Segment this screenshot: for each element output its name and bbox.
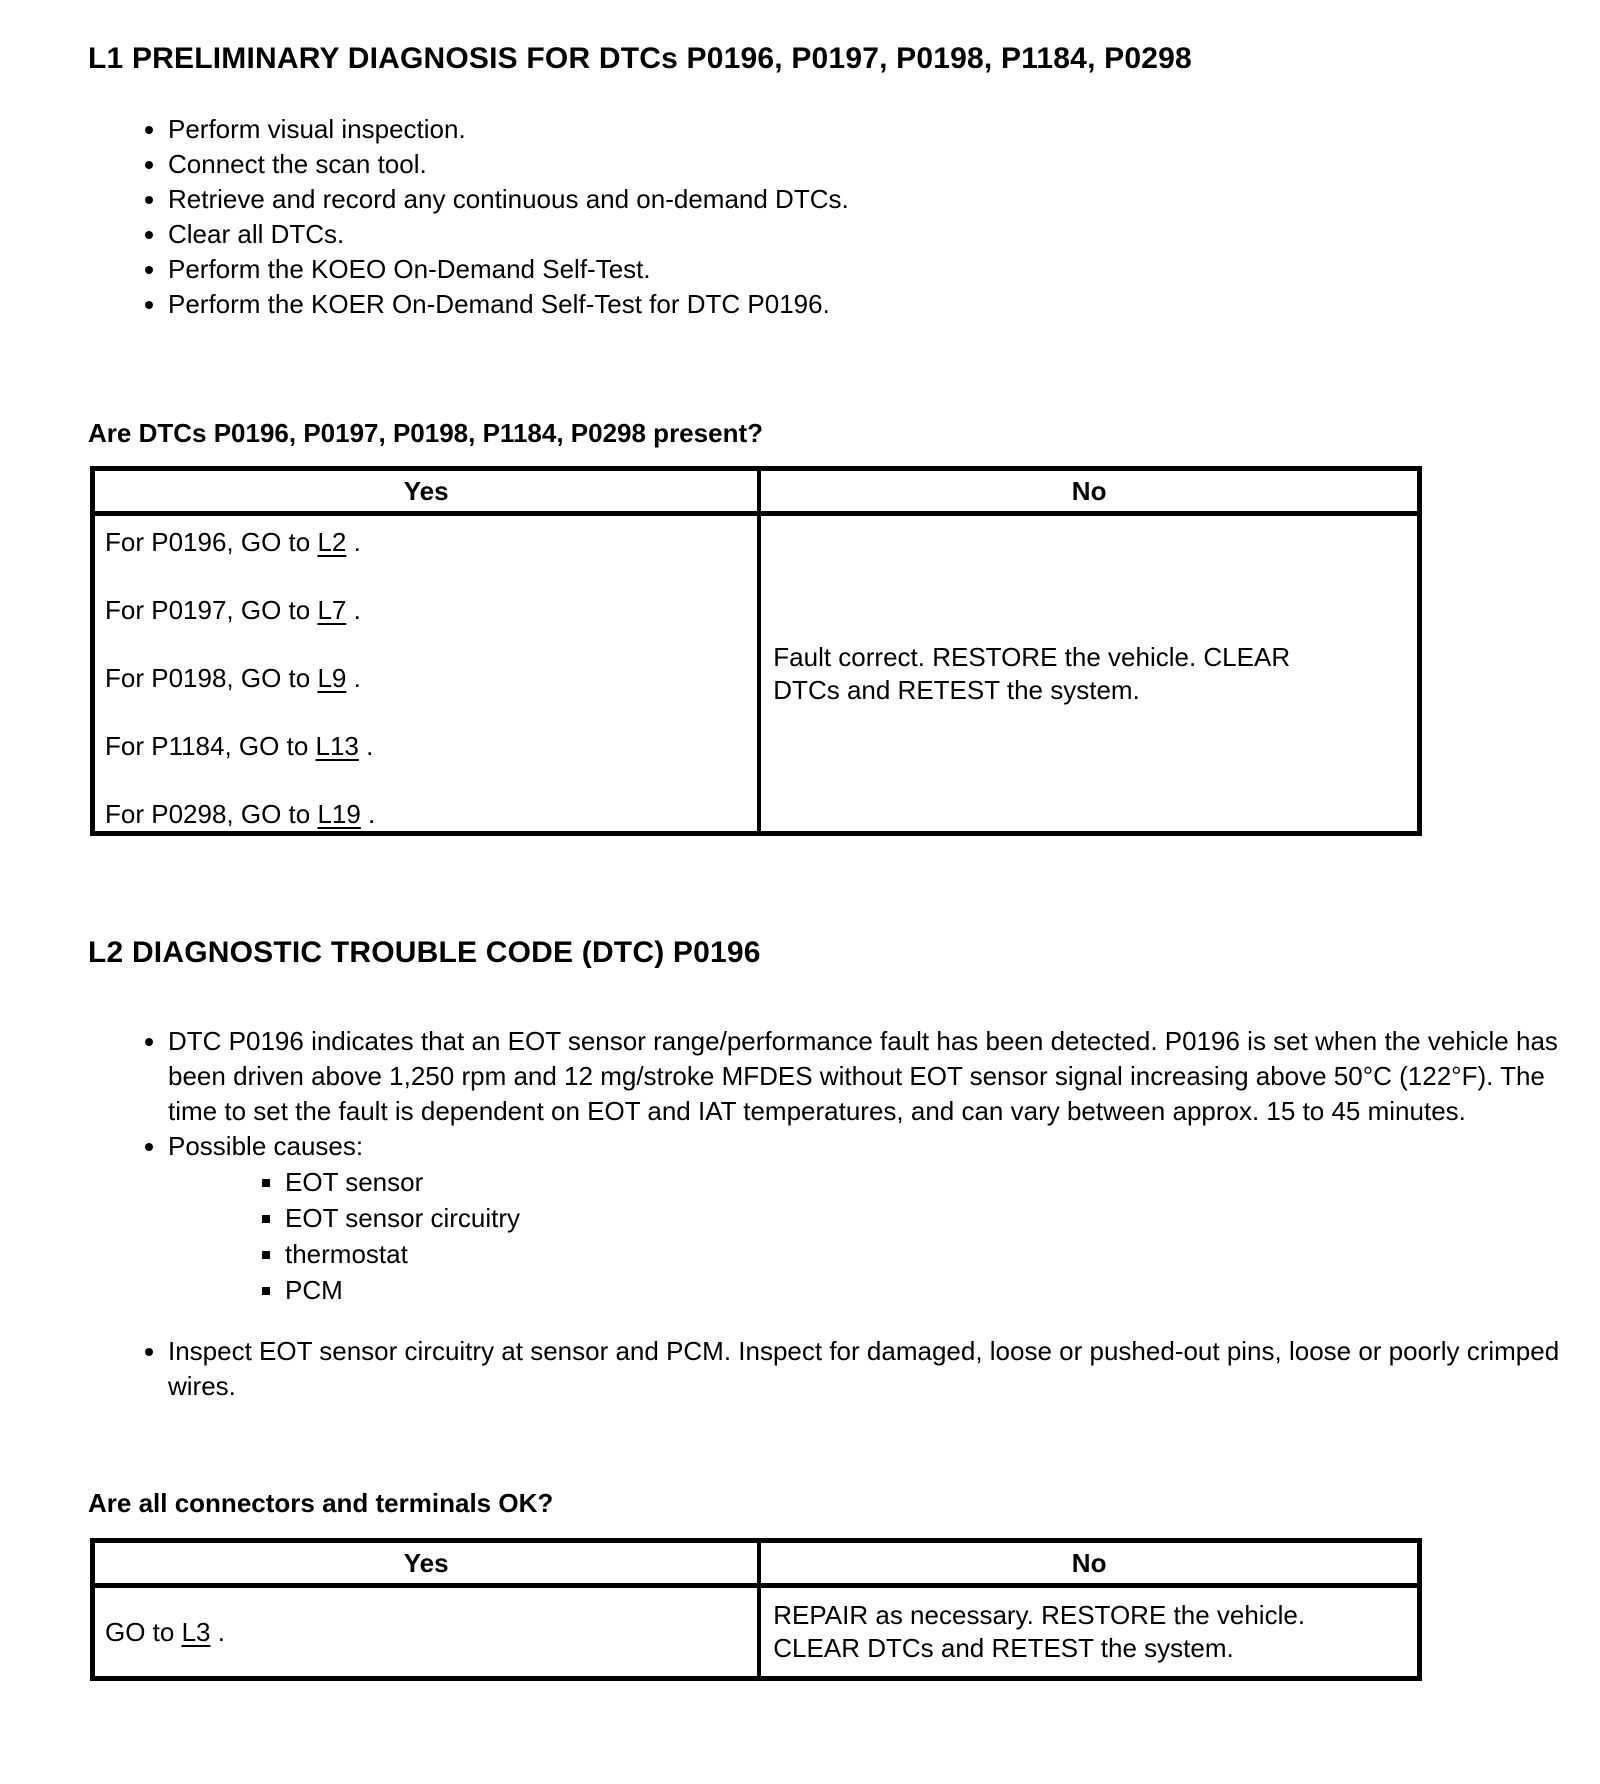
section-l2-heading: L2 DIAGNOSTIC TROUBLE CODE (DTC) P0196: [88, 936, 761, 969]
instruction-text: .: [360, 799, 376, 829]
l1-step-item: • Perform the KOEO On-Demand Self-Test.: [168, 252, 849, 287]
instruction-text: .: [358, 731, 374, 761]
table-body-row: [95, 516, 1417, 831]
table-body-row: [95, 1588, 1417, 1676]
instruction-text: For P0197, GO to: [105, 595, 318, 625]
no-column-header: No: [1071, 1548, 1107, 1578]
yes-cell: [95, 1588, 761, 1676]
instruction-text: .: [346, 527, 361, 557]
l1-step-item: • Retrieve and record any continuous and on-demand DTCs.: [168, 182, 849, 217]
yes-instruction: [105, 798, 747, 831]
yes-instruction: [105, 730, 747, 763]
l2-info-list: [88, 1024, 1583, 1404]
l1-decision-table: [90, 466, 1422, 836]
cause-item: ▪ EOT sensor: [285, 1164, 1583, 1200]
no-instruction: Fault correct. RESTORE the vehicle. CLEAR DTCs and RETEST the system.: [773, 641, 1291, 705]
link-L3[interactable]: L3: [181, 1616, 211, 1647]
link-L2[interactable]: L2: [317, 527, 347, 557]
yes-column-header: Yes: [95, 471, 761, 511]
link-L9[interactable]: L9: [317, 663, 347, 693]
no-cell: [761, 516, 1417, 831]
l1-question: Are DTCs P0196, P0197, P0198, P1184, P0298 present?: [88, 418, 763, 448]
yes-instruction: [105, 526, 747, 559]
yes-cell: [95, 516, 761, 831]
table-header-row: [95, 1543, 1417, 1588]
yes-column-header: Yes: [95, 1543, 761, 1583]
instruction-text: For P1184, GO to: [105, 731, 316, 761]
instruction-text: .: [210, 1616, 225, 1647]
l1-step-list: [88, 112, 849, 322]
causes-label: Possible causes:: [168, 1131, 364, 1161]
link-L7[interactable]: L7: [317, 595, 347, 625]
cause-item: ▪ EOT sensor circuitry: [285, 1200, 1583, 1236]
yes-instruction: [105, 1617, 225, 1648]
cause-item: ▪ thermostat: [285, 1236, 1583, 1272]
causes-sub-list: [168, 1164, 1583, 1308]
l2-inspect-item: • Inspect EOT sensor circuitry at sensor and PCM. Inspect for damaged, loose or pushed-out pins, loose or poorly crimped wires.: [168, 1334, 1583, 1404]
l1-step-item: • Perform visual inspection.: [168, 112, 849, 147]
no-column-header: No: [1071, 476, 1107, 506]
no-instruction: REPAIR as necessary. RESTORE the vehicle. CLEAR DTCs and RETEST the system.: [773, 1600, 1306, 1663]
link-L19[interactable]: L19: [317, 799, 361, 829]
l1-step-item: • Perform the KOER On-Demand Self-Test for DTC P0196.: [168, 287, 849, 322]
l2-description-item: • DTC P0196 indicates that an EOT sensor range/performance fault has been detected. P0196 is set when the vehicle has been driven above 1,250 rpm and 12 mg/stroke MFDES without EOT sensor signal increasing above 50°C (122°F). The time to set the fault is dependent on EOT and IAT temperatures, and can vary between approx. 15 to 45 minutes.: [168, 1024, 1583, 1129]
l2-causes-item: [168, 1129, 1583, 1308]
no-cell: [761, 1588, 1417, 1676]
instruction-text: For P0298, GO to: [105, 799, 318, 829]
instruction-text: .: [346, 663, 361, 693]
instruction-text: .: [346, 595, 361, 625]
table-header-row: [95, 471, 1417, 516]
instruction-text: For P0198, GO to: [105, 663, 318, 693]
l1-step-item: • Clear all DTCs.: [168, 217, 849, 252]
instruction-text: GO to: [105, 1616, 182, 1647]
yes-instruction: [105, 662, 747, 695]
section-l1-heading: L1 PRELIMINARY DIAGNOSIS FOR DTCs P0196, P0197, P0198, P1184, P0298: [88, 42, 1192, 75]
link-L13[interactable]: L13: [315, 731, 359, 761]
cause-item: ▪ PCM: [285, 1272, 1583, 1308]
l2-question: Are all connectors and terminals OK?: [88, 1488, 554, 1518]
yes-instruction: [105, 594, 747, 627]
l2-decision-table: [90, 1538, 1422, 1681]
instruction-text: For P0196, GO to: [105, 527, 318, 557]
l1-step-item: • Connect the scan tool.: [168, 147, 849, 182]
